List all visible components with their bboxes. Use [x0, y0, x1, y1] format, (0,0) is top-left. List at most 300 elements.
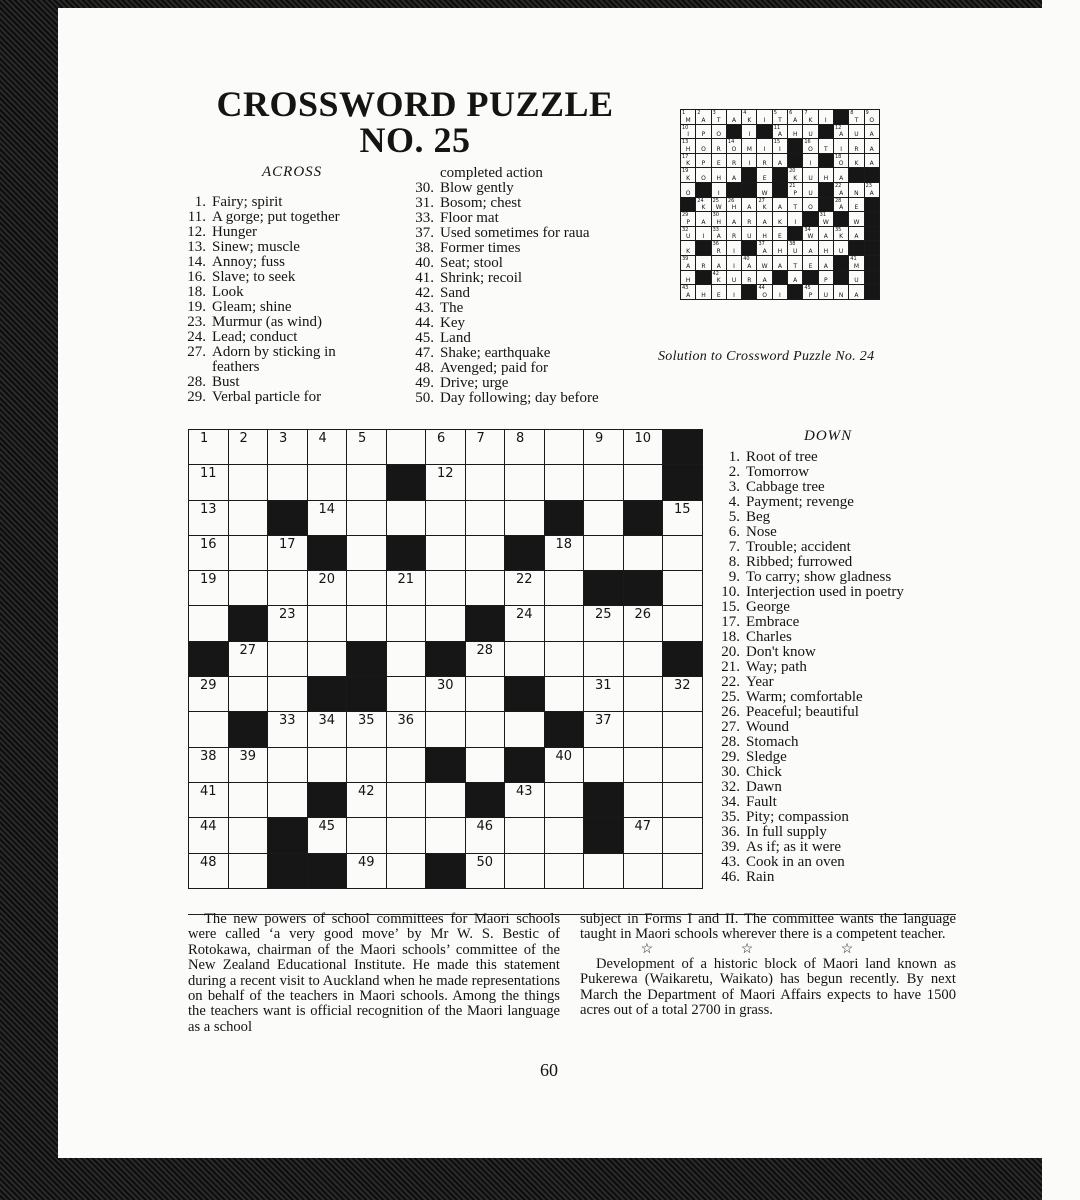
- solution-cell: 18 O: [833, 153, 848, 168]
- solution-black-cell: [864, 241, 879, 256]
- clue-item: [404, 361, 654, 376]
- grid-black-cell: [386, 535, 426, 570]
- clue-number: 47.: [415, 345, 434, 361]
- solution-cell: A: [726, 110, 741, 125]
- grid-cell: [228, 535, 268, 570]
- grid-cell: [505, 500, 545, 535]
- grid-row: [189, 465, 703, 500]
- grid-cell: [426, 782, 466, 817]
- grid-cell: [623, 430, 663, 465]
- solution-cell: 23 A: [864, 182, 879, 197]
- solution-cell-number: 4: [743, 110, 747, 116]
- grid-cell: [623, 465, 663, 500]
- solution-cell: U: [849, 124, 864, 139]
- solution-black-cell: [803, 270, 818, 285]
- solution-cell-number: 7: [804, 110, 808, 116]
- clue-text: Stomach: [746, 734, 799, 750]
- grid-cell: [189, 677, 229, 712]
- grid-cell: [228, 853, 268, 888]
- grid-cell: [465, 712, 505, 747]
- grid-row: [189, 712, 703, 747]
- solution-cell: I: [772, 285, 787, 300]
- solution-cell: A: [864, 153, 879, 168]
- grid-cell-number: 21: [397, 572, 415, 588]
- solution-cell-number: 36: [712, 241, 719, 248]
- grid-cell: [347, 500, 387, 535]
- grid-cell: [228, 430, 268, 465]
- solution-cell-number: 10: [682, 124, 689, 131]
- solution-cell: 13 H: [681, 139, 696, 154]
- solution-black-cell: [757, 124, 772, 139]
- grid-black-cell: [544, 500, 584, 535]
- grid-row: [189, 430, 703, 465]
- grid-cell: [347, 712, 387, 747]
- clue-item: [404, 376, 654, 391]
- clue-number: 10.: [721, 584, 740, 600]
- across-heading: ACROSS: [262, 164, 323, 180]
- grid-cell: [544, 641, 584, 676]
- clue-number: [404, 166, 440, 181]
- grid-cell: [189, 818, 229, 853]
- solution-cell-number: 40: [743, 255, 750, 262]
- clue-text: Adorn by sticking in: [212, 344, 336, 360]
- grid-cell: [584, 853, 624, 888]
- grid-cell: [584, 712, 624, 747]
- solution-black-cell: [742, 182, 757, 197]
- grid-black-cell: [268, 500, 308, 535]
- solution-cell: R: [696, 255, 711, 270]
- solution-row: [681, 226, 880, 241]
- solution-cell: I: [726, 285, 741, 300]
- solution-cell-number: 28: [834, 197, 842, 204]
- solution-cell: A: [772, 255, 787, 270]
- solution-cell: H: [681, 270, 696, 285]
- grid-cell: [465, 747, 505, 782]
- grid-black-cell: [663, 465, 703, 500]
- clue-item: [176, 315, 406, 330]
- grid-cell: [623, 606, 663, 641]
- grid-cell-number: 32: [674, 678, 691, 694]
- grid-cell: [386, 500, 426, 535]
- grid-cell: [189, 782, 229, 817]
- solution-cell: 8 T: [849, 110, 864, 125]
- clue-item: [404, 226, 654, 241]
- solution-cell: K: [849, 153, 864, 168]
- solution-cell: 33 A: [711, 226, 726, 241]
- solution-cell: 20 K: [788, 168, 803, 183]
- grid-cell: [505, 430, 545, 465]
- grid-black-cell: [307, 677, 347, 712]
- grid-cell: [386, 747, 426, 782]
- grid-row: [189, 677, 703, 712]
- grid-cell: [307, 641, 347, 676]
- grid-cell: [426, 677, 466, 712]
- clue-number: 49.: [415, 375, 434, 391]
- grid-cell: [268, 430, 308, 465]
- solution-cell-number: 30: [712, 212, 719, 219]
- clue-number: 3.: [728, 479, 740, 495]
- clue-text: Day following; day before: [440, 390, 599, 406]
- solution-black-cell: [742, 285, 757, 300]
- clue-item: [176, 255, 406, 270]
- solution-cell-number: 12: [834, 124, 842, 131]
- solution-cell: U: [803, 168, 818, 183]
- grid-row: [189, 571, 703, 606]
- clue-item: [176, 375, 406, 390]
- grid-black-cell: [623, 500, 663, 535]
- grid-cell: [189, 747, 229, 782]
- grid-cell: [544, 430, 584, 465]
- solution-cell: I: [726, 241, 741, 256]
- across-clues-col1: [176, 195, 406, 405]
- grid-cell-number: 24: [516, 607, 533, 623]
- grid-cell: [347, 430, 387, 465]
- clue-text: Shake; earthquake: [440, 345, 551, 361]
- grid-black-cell: [623, 571, 663, 606]
- solution-cell: A: [833, 168, 848, 183]
- solution-cell: I: [711, 182, 726, 197]
- clue-item: [404, 241, 654, 256]
- grid-cell: [505, 571, 545, 606]
- solution-row: [681, 110, 880, 125]
- grid-cell: [505, 782, 545, 817]
- solution-cell: A: [864, 139, 879, 154]
- solution-black-cell: [788, 285, 803, 300]
- solution-cell-number: 14: [727, 139, 735, 146]
- solution-black-cell: [696, 182, 711, 197]
- clue-number: 28.: [721, 734, 740, 750]
- solution-cell-number: 34: [804, 226, 811, 233]
- clue-number: 44.: [415, 315, 434, 331]
- clue-number: [176, 360, 212, 375]
- clue-text: Murmur (as wind): [212, 314, 322, 330]
- solution-cell: 44 O: [757, 285, 772, 300]
- clue-number: 23.: [187, 314, 206, 330]
- solution-row: [681, 197, 880, 212]
- grid-cell: [228, 465, 268, 500]
- solution-row: [681, 241, 880, 256]
- grid-cell: [663, 712, 703, 747]
- page-title: [210, 86, 620, 158]
- solution-cell: N: [833, 285, 848, 300]
- grid-cell: [268, 677, 308, 712]
- grid-row: [189, 535, 703, 570]
- clue-number: 43.: [721, 854, 740, 870]
- solution-cell-number: 17: [682, 153, 689, 160]
- clue-item: [176, 225, 406, 240]
- grid-cell: [426, 606, 466, 641]
- grid-cell: [386, 782, 426, 817]
- solution-cell: W: [757, 255, 772, 270]
- solution-cell: P: [696, 153, 711, 168]
- solution-black-cell: [833, 270, 848, 285]
- solution-cell: 42 K: [711, 270, 726, 285]
- solution-black-cell: [788, 153, 803, 168]
- down-heading: DOWN: [804, 428, 853, 444]
- clue-item: [404, 196, 654, 211]
- clue-item: [710, 630, 960, 645]
- solution-cell: U: [742, 226, 757, 241]
- solution-cell-number: 19: [682, 168, 689, 175]
- clue-number: 14.: [187, 254, 206, 270]
- clue-number: 27.: [187, 344, 206, 360]
- grid-cell-number: 50: [476, 854, 494, 870]
- grid-cell: [426, 500, 466, 535]
- solution-caption: Solution to Crossword Puzzle No. 24: [658, 349, 875, 364]
- grid-cell-number: 4: [318, 431, 327, 446]
- solution-black-cell: [833, 212, 848, 227]
- clue-number: 1.: [728, 449, 740, 465]
- clue-text: Hunger: [212, 224, 257, 240]
- clue-number: 19.: [187, 299, 206, 315]
- article-column-2: [580, 912, 956, 1018]
- grid-cell-number: 16: [200, 536, 217, 552]
- grid-cell: [228, 500, 268, 535]
- clue-number: 30.: [415, 180, 434, 196]
- solution-cell-number: 26: [727, 197, 735, 204]
- grid-cell-number: 41: [200, 783, 217, 799]
- grid-cell: [307, 571, 347, 606]
- grid-cell-number: 30: [437, 678, 454, 694]
- crossword-grid: [188, 429, 703, 889]
- clue-text: Cook in an oven: [746, 854, 845, 870]
- grid-cell-number: 48: [200, 854, 217, 870]
- clue-item: [404, 316, 654, 331]
- solution-black-cell: [726, 124, 741, 139]
- clue-item: [710, 840, 960, 855]
- clue-item: [710, 600, 960, 615]
- solution-cell: A: [711, 255, 726, 270]
- solution-black-cell: [864, 255, 879, 270]
- grid-black-cell: [426, 641, 466, 676]
- clue-number: 39.: [721, 839, 740, 855]
- grid-cell-number: 12: [437, 466, 454, 482]
- clue-text: Seat; stool: [440, 255, 503, 271]
- solution-cell: 24 K: [696, 197, 711, 212]
- clue-text: Payment; revenge: [746, 494, 854, 510]
- grid-cell-number: 47: [634, 819, 652, 835]
- grid-cell: [544, 465, 584, 500]
- clue-text: A gorge; put together: [212, 209, 340, 225]
- solution-cell-number: 25: [712, 197, 719, 204]
- clue-item: [710, 510, 960, 525]
- clue-number: 27.: [721, 719, 740, 735]
- clue-number: 36.: [721, 824, 740, 840]
- solution-cell: A: [818, 255, 833, 270]
- solution-cell: H: [711, 168, 726, 183]
- solution-cell: H: [788, 124, 803, 139]
- solution-cell: O: [696, 168, 711, 183]
- solution-cell: I: [818, 110, 833, 125]
- clue-number: 40.: [415, 255, 434, 271]
- grid-cell: [584, 641, 624, 676]
- clue-number: 7.: [728, 539, 740, 555]
- solution-black-cell: [849, 168, 864, 183]
- grid-cell-number: 40: [555, 748, 573, 764]
- solution-cell: T: [818, 139, 833, 154]
- clue-number: 12.: [187, 224, 206, 240]
- solution-cell-number: 6: [789, 110, 793, 116]
- solution-cell: T: [788, 255, 803, 270]
- clue-item: [710, 750, 960, 765]
- grid-cell-number: 29: [200, 678, 217, 694]
- grid-black-cell: [505, 747, 545, 782]
- solution-cell: O: [803, 197, 818, 212]
- solution-cell: E: [711, 285, 726, 300]
- separator-stars: ☆ ☆ ☆: [640, 941, 896, 957]
- grid-cell: [189, 535, 229, 570]
- grid-cell: [663, 500, 703, 535]
- grid-black-cell: [465, 782, 505, 817]
- grid-cell: [544, 606, 584, 641]
- solution-black-cell: [864, 285, 879, 300]
- article-paragraph-2: Development of a historic block of Maori land known as Pukerewa (Waikaretu, Waikato) has begun recently. By next March the Department of Maori Affairs expects to have 1500 acres out of a total 2700 in grass.: [580, 955, 956, 1019]
- grid-cell-number: 17: [279, 536, 296, 552]
- clue-item: [404, 286, 654, 301]
- clue-text: Sledge: [746, 749, 787, 765]
- clue-item: [710, 765, 960, 780]
- solution-cell: R: [757, 153, 772, 168]
- solution-cell: 4 K: [742, 110, 757, 125]
- clue-text: Blow gently: [440, 180, 514, 196]
- clue-item: [710, 450, 960, 465]
- grid-black-cell: [426, 853, 466, 888]
- page-number: 60: [540, 1060, 558, 1080]
- solution-cell: A: [742, 197, 757, 212]
- grid-cell-number: 11: [200, 466, 217, 482]
- grid-cell: [584, 606, 624, 641]
- grid-cell: [426, 712, 466, 747]
- grid-cell: [465, 641, 505, 676]
- clue-item: [710, 705, 960, 720]
- solution-black-cell: [864, 197, 879, 212]
- solution-cell: A: [696, 212, 711, 227]
- solution-black-cell: [726, 182, 741, 197]
- grid-cell: [623, 641, 663, 676]
- clue-item: [176, 345, 406, 360]
- clue-number: 50.: [415, 390, 434, 406]
- solution-cell: N: [849, 182, 864, 197]
- solution-cell: U: [726, 270, 741, 285]
- grid-cell: [584, 500, 624, 535]
- solution-cell: H: [818, 241, 833, 256]
- clue-item: [176, 360, 406, 375]
- solution-cell: O: [711, 124, 726, 139]
- grid-row: [189, 606, 703, 641]
- solution-cell-number: 15: [773, 139, 781, 146]
- clue-item: [404, 211, 654, 226]
- grid-cell: [465, 677, 505, 712]
- solution-cell-number: 38: [789, 241, 796, 248]
- solution-cell-number: 32: [682, 226, 689, 233]
- grid-black-cell: [307, 853, 347, 888]
- clue-text: Shrink; recoil: [440, 270, 523, 286]
- clue-text: Fault: [746, 794, 777, 810]
- solution-cell: 37 A: [757, 241, 772, 256]
- solution-cell-number: 5: [773, 110, 777, 116]
- clue-text: Used sometimes for raua: [440, 225, 590, 241]
- solution-cell-number: 33: [712, 226, 719, 233]
- grid-cell: [623, 782, 663, 817]
- grid-cell: [347, 747, 387, 782]
- clue-text: feathers: [212, 359, 260, 375]
- clue-number: 2.: [728, 464, 740, 480]
- clue-item: [710, 855, 960, 870]
- solution-cell: 15 I: [772, 139, 787, 154]
- solution-cell: I: [803, 153, 818, 168]
- grid-black-cell: [268, 818, 308, 853]
- solution-cell: H: [818, 168, 833, 183]
- grid-cell-number: 3: [279, 431, 288, 446]
- solution-cell: O: [681, 182, 696, 197]
- solution-cell: 34 W: [803, 226, 818, 241]
- solution-cell: 10 I: [681, 124, 696, 139]
- clue-item: [710, 585, 960, 600]
- clue-text: Dawn: [746, 779, 782, 795]
- clue-item: [710, 480, 960, 495]
- clue-number: 11.: [187, 209, 206, 225]
- clue-text: Beg: [746, 509, 771, 525]
- solution-cell: U: [803, 182, 818, 197]
- clue-number: 43.: [415, 300, 434, 316]
- clue-number: 9.: [728, 569, 740, 585]
- grid-cell: [189, 571, 229, 606]
- clue-item: [404, 346, 654, 361]
- clue-text: completed action: [440, 165, 543, 181]
- clue-item: [710, 645, 960, 660]
- clue-item: [710, 870, 960, 885]
- grid-cell-number: 18: [555, 536, 573, 552]
- solution-cell: 28 A: [833, 197, 848, 212]
- grid-cell: [268, 606, 308, 641]
- clue-text: Land: [440, 330, 471, 346]
- grid-cell: [465, 500, 505, 535]
- clue-text: Don't know: [746, 644, 816, 660]
- clue-text: Embrace: [746, 614, 800, 630]
- clue-text: Verbal particle for: [212, 389, 322, 405]
- clue-text: Fairy; spirit: [212, 194, 283, 210]
- solution-cell-number: 21: [789, 182, 796, 189]
- grid-cell: [307, 465, 347, 500]
- clue-text: Trouble; accident: [746, 539, 851, 555]
- grid-cell-number: 34: [318, 713, 336, 729]
- clue-text: Annoy; fuss: [212, 254, 285, 270]
- grid-cell-number: 28: [476, 642, 494, 658]
- clue-number: 25.: [721, 689, 740, 705]
- solution-cell: 19 K: [681, 168, 696, 183]
- clue-text: In full supply: [746, 824, 827, 840]
- grid-cell-number: 49: [358, 854, 375, 870]
- solution-cell-number: 18: [834, 153, 842, 160]
- solution-black-cell: [864, 226, 879, 241]
- grid-black-cell: [426, 747, 466, 782]
- solution-black-cell: [681, 197, 696, 212]
- solution-cell: W: [757, 182, 772, 197]
- clue-text: Gleam; shine: [212, 299, 292, 315]
- solution-row: [681, 285, 880, 300]
- clue-item: [404, 181, 654, 196]
- clue-number: 29.: [187, 389, 206, 405]
- grid-cell-number: 37: [595, 713, 612, 729]
- solution-cell: K: [681, 241, 696, 256]
- grid-cell: [623, 712, 663, 747]
- grid-cell-number: 27: [239, 642, 257, 658]
- grid-black-cell: [584, 571, 624, 606]
- solution-cell: A: [757, 212, 772, 227]
- clue-number: 4.: [728, 494, 740, 510]
- solution-cell-number: 23: [865, 182, 872, 189]
- solution-cell: 25 W: [711, 197, 726, 212]
